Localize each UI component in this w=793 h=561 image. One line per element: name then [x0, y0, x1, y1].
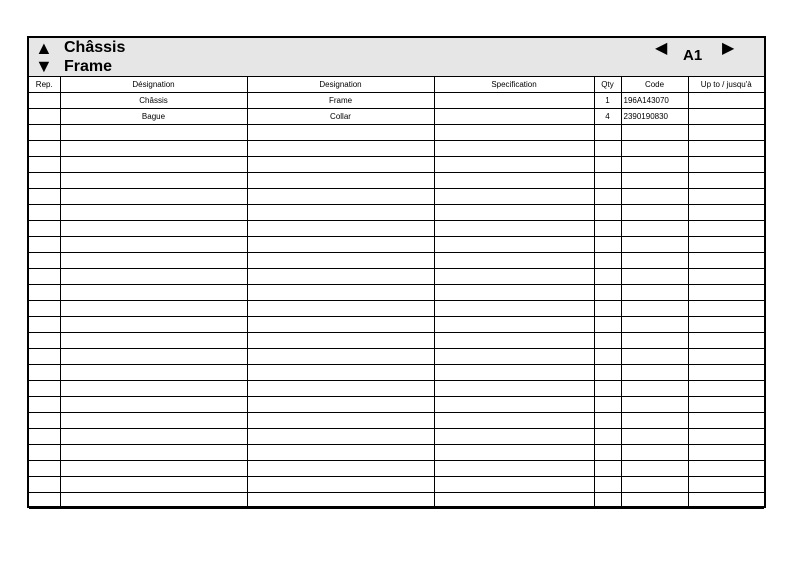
empty-cell — [29, 365, 60, 381]
empty-cell — [247, 365, 434, 381]
empty-cell — [247, 477, 434, 493]
empty-cell — [247, 237, 434, 253]
empty-cell — [247, 397, 434, 413]
empty-cell — [29, 237, 60, 253]
empty-cell — [247, 253, 434, 269]
empty-cell — [621, 333, 688, 349]
empty-cell — [29, 269, 60, 285]
table-row — [29, 173, 764, 189]
cell-qty: 1 — [594, 93, 621, 109]
cell-designation-en: Frame — [247, 93, 434, 109]
table-row — [29, 317, 764, 333]
table-row — [29, 157, 764, 173]
empty-cell — [60, 237, 247, 253]
empty-cell — [621, 253, 688, 269]
next-page-icon[interactable]: ▶ — [722, 40, 735, 57]
empty-cell — [29, 413, 60, 429]
cell-up-to — [688, 109, 764, 125]
empty-cell — [594, 189, 621, 205]
empty-cell — [29, 221, 60, 237]
empty-cell — [688, 157, 764, 173]
empty-cell — [434, 253, 594, 269]
column-header: Désignation — [60, 77, 247, 93]
parts-list-sheet — [27, 36, 766, 508]
empty-cell — [434, 461, 594, 477]
empty-cell — [247, 157, 434, 173]
title-french: Châssis — [64, 39, 126, 56]
empty-cell — [594, 173, 621, 189]
table-row — [29, 429, 764, 445]
empty-cell — [621, 493, 688, 509]
empty-cell — [688, 365, 764, 381]
empty-cell — [60, 141, 247, 157]
empty-cell — [688, 221, 764, 237]
empty-cell — [29, 493, 60, 509]
empty-cell — [621, 317, 688, 333]
table-row — [29, 253, 764, 269]
empty-cell — [29, 349, 60, 365]
empty-cell — [29, 461, 60, 477]
empty-cell — [29, 301, 60, 317]
empty-cell — [434, 301, 594, 317]
empty-cell — [434, 413, 594, 429]
empty-cell — [60, 381, 247, 397]
empty-cell — [688, 381, 764, 397]
empty-cell — [594, 221, 621, 237]
empty-cell — [621, 125, 688, 141]
column-header: Up to / jusqu'à — [688, 77, 764, 93]
empty-cell — [594, 237, 621, 253]
empty-cell — [688, 317, 764, 333]
up-arrow-icon[interactable]: ▲ — [35, 38, 53, 58]
table-row — [29, 349, 764, 365]
empty-cell — [621, 365, 688, 381]
empty-cell — [688, 477, 764, 493]
empty-cell — [247, 429, 434, 445]
empty-cell — [247, 269, 434, 285]
empty-cell — [621, 349, 688, 365]
empty-cell — [434, 477, 594, 493]
table-row — [29, 205, 764, 221]
empty-cell — [621, 445, 688, 461]
empty-cell — [247, 221, 434, 237]
empty-cell — [621, 205, 688, 221]
empty-cell — [434, 333, 594, 349]
empty-cell — [594, 125, 621, 141]
empty-cell — [247, 141, 434, 157]
empty-cell — [688, 397, 764, 413]
empty-cell — [688, 301, 764, 317]
empty-cell — [688, 269, 764, 285]
table-row — [29, 189, 764, 205]
empty-cell — [29, 477, 60, 493]
empty-cell — [247, 445, 434, 461]
empty-cell — [60, 269, 247, 285]
empty-cell — [621, 285, 688, 301]
empty-cell — [247, 493, 434, 509]
empty-cell — [434, 189, 594, 205]
empty-cell — [434, 125, 594, 141]
empty-cell — [594, 269, 621, 285]
empty-cell — [434, 445, 594, 461]
empty-cell — [594, 317, 621, 333]
empty-cell — [60, 157, 247, 173]
empty-cell — [688, 349, 764, 365]
empty-cell — [594, 445, 621, 461]
cell-specification — [434, 93, 594, 109]
empty-cell — [247, 285, 434, 301]
empty-cell — [688, 205, 764, 221]
empty-cell — [688, 413, 764, 429]
table-row — [29, 285, 764, 301]
table-row — [29, 141, 764, 157]
empty-cell — [621, 189, 688, 205]
parts-table — [29, 77, 764, 509]
empty-cell — [434, 173, 594, 189]
column-header: Specification — [434, 77, 594, 93]
sheet-header — [29, 38, 764, 77]
empty-cell — [594, 349, 621, 365]
down-arrow-icon[interactable]: ▼ — [35, 56, 53, 76]
empty-cell — [621, 269, 688, 285]
empty-cell — [594, 397, 621, 413]
empty-cell — [60, 477, 247, 493]
empty-cell — [60, 429, 247, 445]
empty-cell — [688, 253, 764, 269]
empty-cell — [29, 125, 60, 141]
empty-cell — [621, 477, 688, 493]
empty-cell — [29, 157, 60, 173]
empty-cell — [688, 189, 764, 205]
empty-cell — [29, 429, 60, 445]
empty-cell — [29, 381, 60, 397]
empty-cell — [434, 285, 594, 301]
cell-rep — [29, 93, 60, 109]
empty-cell — [29, 397, 60, 413]
empty-cell — [434, 269, 594, 285]
empty-cell — [29, 317, 60, 333]
empty-cell — [688, 493, 764, 509]
empty-cell — [60, 301, 247, 317]
table-row — [29, 461, 764, 477]
table-row — [29, 109, 764, 125]
empty-cell — [247, 301, 434, 317]
column-header: Qty — [594, 77, 621, 93]
empty-cell — [29, 141, 60, 157]
table-row — [29, 413, 764, 429]
table-row — [29, 269, 764, 285]
empty-cell — [434, 397, 594, 413]
empty-cell — [594, 381, 621, 397]
empty-cell — [60, 333, 247, 349]
empty-cell — [247, 125, 434, 141]
table-row — [29, 93, 764, 109]
empty-cell — [621, 237, 688, 253]
empty-cell — [594, 285, 621, 301]
empty-cell — [594, 461, 621, 477]
empty-cell — [60, 221, 247, 237]
empty-cell — [688, 461, 764, 477]
table-row — [29, 397, 764, 413]
empty-cell — [688, 333, 764, 349]
empty-cell — [434, 493, 594, 509]
empty-cell — [247, 461, 434, 477]
empty-cell — [434, 205, 594, 221]
table-row — [29, 477, 764, 493]
empty-cell — [594, 205, 621, 221]
empty-cell — [688, 125, 764, 141]
empty-cell — [247, 333, 434, 349]
empty-cell — [60, 205, 247, 221]
empty-cell — [29, 445, 60, 461]
empty-cell — [60, 189, 247, 205]
table-row — [29, 493, 764, 509]
empty-cell — [29, 205, 60, 221]
cell-code: 2390190830 — [621, 109, 688, 125]
empty-cell — [434, 317, 594, 333]
cell-qty: 4 — [594, 109, 621, 125]
empty-cell — [594, 301, 621, 317]
empty-cell — [621, 413, 688, 429]
empty-cell — [60, 253, 247, 269]
empty-cell — [621, 381, 688, 397]
table-row — [29, 301, 764, 317]
column-header: Designation — [247, 77, 434, 93]
empty-cell — [594, 253, 621, 269]
empty-cell — [688, 173, 764, 189]
empty-cell — [688, 285, 764, 301]
empty-cell — [621, 221, 688, 237]
empty-cell — [60, 365, 247, 381]
cell-designation-fr: Châssis — [60, 93, 247, 109]
empty-cell — [621, 157, 688, 173]
empty-cell — [688, 237, 764, 253]
cell-designation-en: Collar — [247, 109, 434, 125]
empty-cell — [60, 285, 247, 301]
empty-cell — [29, 333, 60, 349]
column-header: Code — [621, 77, 688, 93]
cell-specification — [434, 109, 594, 125]
empty-cell — [434, 221, 594, 237]
empty-cell — [247, 205, 434, 221]
empty-cell — [29, 253, 60, 269]
empty-cell — [621, 397, 688, 413]
empty-cell — [247, 349, 434, 365]
empty-cell — [688, 141, 764, 157]
cell-up-to — [688, 93, 764, 109]
empty-cell — [29, 285, 60, 301]
empty-cell — [594, 477, 621, 493]
empty-cell — [594, 141, 621, 157]
empty-cell — [60, 317, 247, 333]
table-row — [29, 445, 764, 461]
empty-cell — [247, 413, 434, 429]
empty-cell — [621, 461, 688, 477]
cell-code: 196A143070 — [621, 93, 688, 109]
empty-cell — [434, 349, 594, 365]
empty-cell — [594, 333, 621, 349]
empty-cell — [60, 173, 247, 189]
empty-cell — [60, 493, 247, 509]
empty-cell — [621, 173, 688, 189]
table-row — [29, 125, 764, 141]
empty-cell — [247, 173, 434, 189]
empty-cell — [60, 125, 247, 141]
empty-cell — [434, 429, 594, 445]
empty-cell — [621, 141, 688, 157]
empty-cell — [594, 157, 621, 173]
empty-cell — [594, 365, 621, 381]
empty-cell — [434, 237, 594, 253]
empty-cell — [60, 445, 247, 461]
table-row — [29, 381, 764, 397]
empty-cell — [247, 189, 434, 205]
empty-cell — [60, 413, 247, 429]
empty-cell — [621, 301, 688, 317]
column-header: Rep. — [29, 77, 60, 93]
empty-cell — [434, 157, 594, 173]
empty-cell — [434, 141, 594, 157]
empty-cell — [29, 173, 60, 189]
cell-rep — [29, 109, 60, 125]
previous-page-icon[interactable]: ◀ — [655, 40, 668, 57]
empty-cell — [594, 413, 621, 429]
empty-cell — [594, 429, 621, 445]
empty-cell — [60, 461, 247, 477]
empty-cell — [621, 429, 688, 445]
table-row — [29, 365, 764, 381]
empty-cell — [594, 493, 621, 509]
page-label: A1 — [683, 47, 703, 64]
empty-cell — [688, 429, 764, 445]
cell-designation-fr: Bague — [60, 109, 247, 125]
table-row — [29, 333, 764, 349]
table-row — [29, 237, 764, 253]
table-row — [29, 221, 764, 237]
title-english: Frame — [64, 58, 113, 75]
empty-cell — [434, 365, 594, 381]
empty-cell — [29, 189, 60, 205]
empty-cell — [688, 445, 764, 461]
table-header-row — [29, 77, 764, 93]
empty-cell — [60, 397, 247, 413]
empty-cell — [247, 381, 434, 397]
empty-cell — [434, 381, 594, 397]
empty-cell — [60, 349, 247, 365]
empty-cell — [247, 317, 434, 333]
